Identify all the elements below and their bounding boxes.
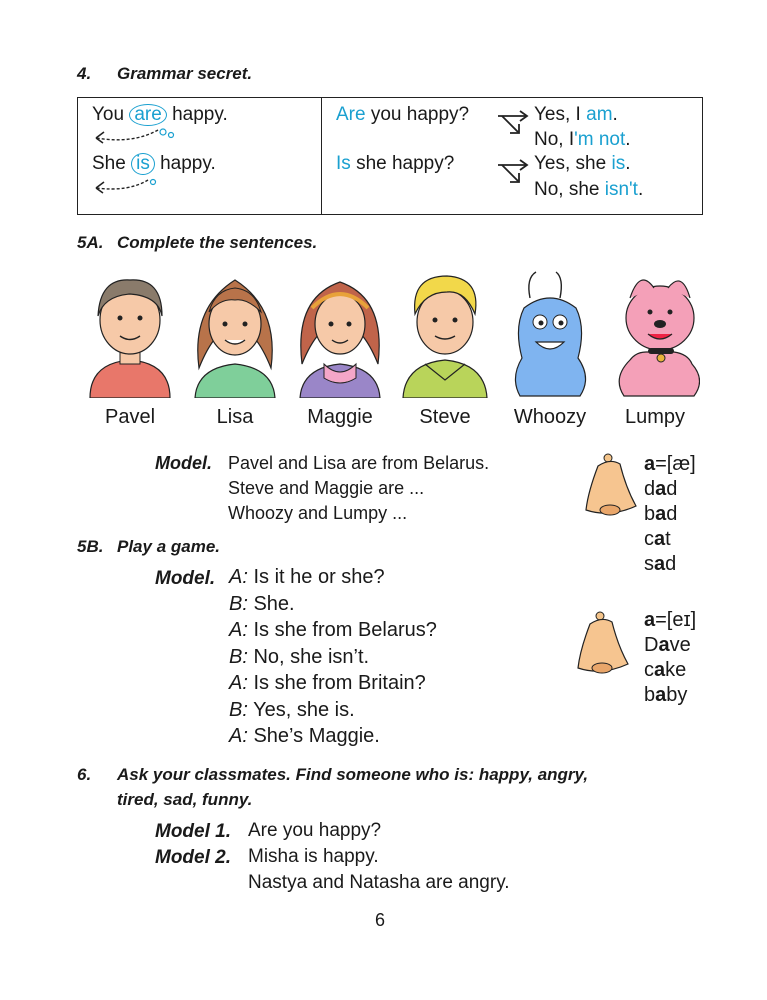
model-5a-lines: Pavel and Lisa are from Belarus. Steve and Maggie are ... Whoozy and Lumpy ...	[228, 453, 490, 523]
model-2-text: Misha is happy.	[248, 846, 379, 867]
character-name-pavel: Pavel	[104, 406, 156, 428]
pavel-illustration	[90, 280, 170, 398]
bell-icon	[572, 610, 632, 680]
sound-word: Dave	[644, 634, 691, 656]
character-name-whoozy: Whoozy	[513, 406, 587, 428]
question-are-you-happy: Are you happy?	[336, 104, 470, 125]
dialog-line: B: No, she isn’t.	[229, 645, 370, 668]
dialog-line: B: Yes, she is.	[229, 698, 355, 721]
page-number: 6	[375, 910, 386, 930]
question-is-she-happy: Is she happy?	[336, 153, 455, 174]
branch-arrow-icon	[496, 155, 532, 191]
table-divider	[321, 98, 322, 214]
steve-illustration	[403, 276, 487, 398]
answer-no-she-isnt: No, she isn't.	[534, 179, 644, 200]
model-2-text-line2: Nastya and Natasha are angry.	[248, 872, 510, 893]
sound-header: a=[æ]	[644, 453, 696, 475]
lumpy-illustration	[619, 280, 699, 396]
model-5a-label: Model.	[155, 453, 212, 473]
branch-arrow-icon	[496, 106, 532, 142]
model-5b-label: Model.	[155, 568, 216, 589]
section-4-heading: 4. Grammar secret.	[77, 64, 253, 83]
model-2-label: Model 2.	[155, 847, 232, 868]
section-5a-heading: 5A. Complete the sentences.	[77, 233, 318, 252]
lisa-illustration	[195, 280, 275, 398]
dialog-line: B: She.	[229, 592, 295, 615]
dialog-line: A: She’s Maggie.	[229, 725, 380, 747]
sound-word: cat	[644, 528, 671, 550]
grammar-row-she-is: She is happy.	[92, 153, 216, 174]
sound-word: cake	[644, 659, 687, 681]
model-1-text: Are you happy?	[248, 820, 382, 841]
dialog-line: A: Is it he or she?	[229, 566, 385, 588]
model-1-label: Model 1.	[155, 821, 232, 842]
dialog-line: A: Is she from Britain?	[229, 672, 426, 694]
sound-word: dad	[644, 478, 678, 500]
grammar-table	[77, 97, 703, 215]
sound-header: a=[eɪ]	[644, 609, 697, 631]
character-name-lisa: Lisa	[216, 406, 254, 428]
character-illustrations	[80, 268, 700, 398]
circled-verb-are: are	[129, 104, 166, 126]
dialog-line: A: Is she from Belarus?	[229, 619, 437, 641]
dashed-arrow-icon	[88, 176, 178, 200]
bell-icon	[580, 452, 640, 522]
sound-a-short	[644, 452, 696, 577]
answer-yes-she-is: Yes, she is.	[534, 153, 631, 174]
section-6-heading-line2: tired, sad, funny.	[117, 790, 253, 809]
sound-word: bad	[644, 503, 678, 525]
circled-verb-is: is	[131, 153, 155, 175]
sound-word: sad	[644, 553, 677, 575]
answer-no-im-not: No, I'm not.	[534, 129, 631, 150]
answer-yes-i-am: Yes, I am.	[534, 104, 618, 125]
grammar-row-you-are: You are happy.	[92, 104, 228, 125]
sound-word: baby	[644, 684, 688, 706]
section-5b-heading: 5B. Play a game.	[77, 537, 221, 556]
dashed-arrow-icon	[88, 126, 178, 150]
character-name-maggie: Maggie	[307, 406, 373, 428]
section-6-heading: 6. Ask your classmates. Find someone who is: happy, angry,	[77, 765, 589, 784]
character-name-steve: Steve	[419, 406, 471, 428]
sound-a-long	[644, 608, 696, 708]
whoozy-illustration	[515, 272, 585, 396]
maggie-illustration	[300, 282, 380, 398]
model-5b-dialog	[229, 566, 437, 752]
character-name-lumpy: Lumpy	[624, 406, 686, 428]
